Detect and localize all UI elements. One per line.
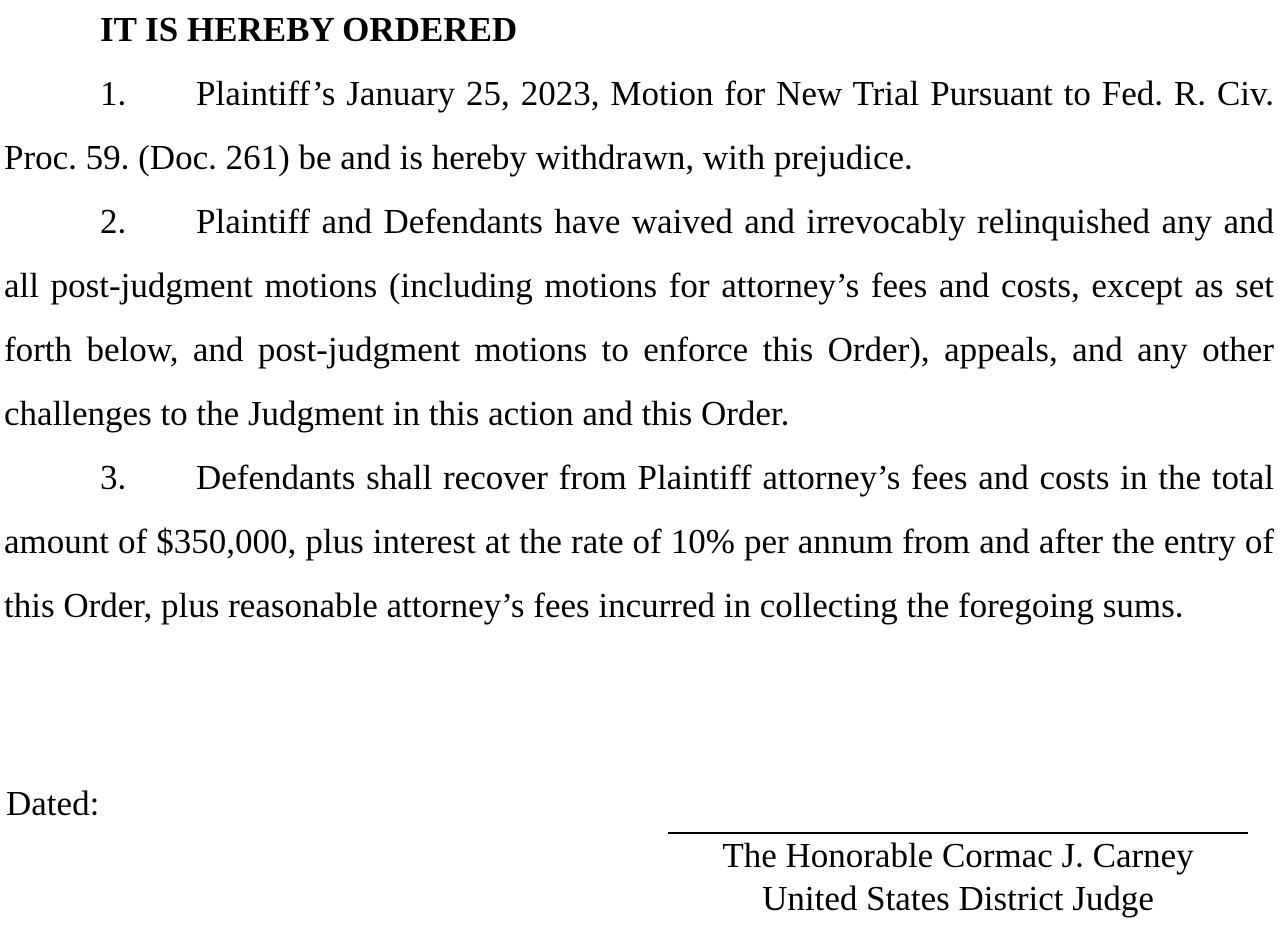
judge-title: United States District Judge — [762, 879, 1154, 918]
paragraph-number: 3. — [100, 458, 127, 497]
signature-block — [668, 834, 1248, 920]
paragraph-number: 1. — [100, 74, 127, 113]
order-paragraph-1 — [4, 62, 1274, 190]
paragraph-text: Plaintiff’s January 25, 2023, Motion for New Trial Pursuant to Fed. R. Civ. Proc. 59. (Doc. 261) be and is hereby withdrawn, with prejudice. — [4, 74, 1274, 177]
order-body — [4, 62, 1274, 638]
order-paragraph-2 — [4, 190, 1274, 446]
paragraph-text: Plaintiff and Defendants have waived and irrevocably relinquished any and all post-judgment motions (including motions for attorney’s fees and costs, except as set forth below, and post-judgment motions to enforce this Order), appeals, and any other challenges to the Judgment in this action and this Order. — [4, 202, 1274, 433]
order-heading: IT IS HEREBY ORDERED — [100, 10, 518, 49]
paragraph-number: 2. — [100, 202, 127, 241]
paragraph-text: Defendants shall recover from Plaintiff attorney’s fees and costs in the total amount of $350,000, plus interest at the rate of 10% per annum from and after the entry of this Order, plus reasonable attorney’s fees incurred in collecting the foregoing sums. — [4, 458, 1274, 625]
judge-name: The Honorable Cormac J. Carney — [722, 836, 1194, 875]
dated-label: Dated: — [6, 784, 100, 823]
order-paragraph-3 — [4, 446, 1274, 638]
